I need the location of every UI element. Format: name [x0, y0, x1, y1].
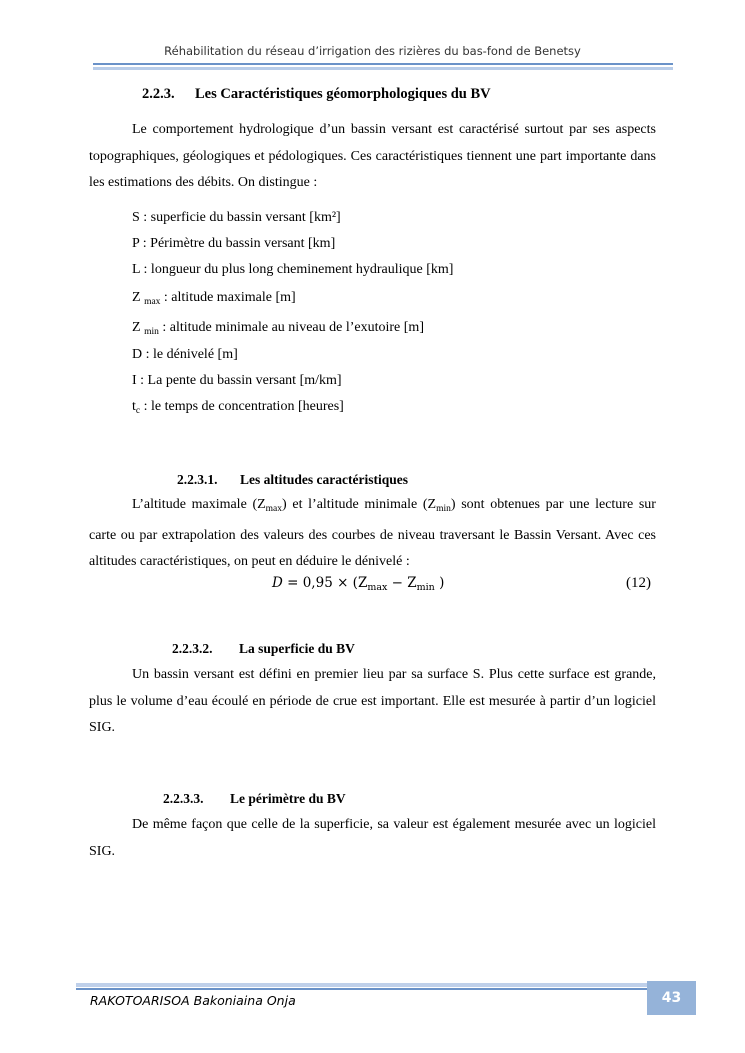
header-rule — [93, 63, 673, 65]
footer-rule-line — [76, 988, 648, 990]
subsection-heading-superficie: 2.2.3.2. La superficie du BV — [172, 641, 355, 656]
list-item: Z $_{max}$ : altitude maximale [m] — [132, 290, 296, 307]
section-number: 2.2.3. — [142, 86, 175, 102]
page-number: 43 — [647, 981, 696, 1015]
denivele-formula: $D = 0,95 \times (Z_{max} - Z_{min}$ ) — [272, 575, 445, 593]
footer-author: RAKOTOARISOA Bakoniaina Onja — [90, 993, 296, 1008]
subsection-heading-perimetre: 2.2.3.3. Le périmètre du BV — [163, 791, 346, 806]
list-item: Z $_{min}$ : altitude minimale au niveau de l’exutoire [m] — [132, 320, 424, 337]
list-item: D : le dénivelé [m] — [132, 347, 238, 362]
running-header: Réhabilitation du réseau d’irrigation des rizières du bas-fond de Benetsy — [164, 44, 581, 58]
list-item: P : Périmètre du bassin versant [km] — [132, 236, 336, 251]
altitudes-paragraph: L’altitude maximale $(Z_{max})$ et l’altitude minimale $(Z_{min})$ sont obtenues par une lecture sur carte ou par extrapolation des valeurs des courbes de niveau traversant le Bassin Versant. Avec ces altitudes caractéristiques, on peut en déduire le dénivelé : — [89, 497, 656, 569]
header-rule-shadow — [93, 67, 673, 70]
list-item: S : superficie du bassin versant [km²] — [132, 210, 341, 225]
list-item: I : La pente du bassin versant [m/km] — [132, 373, 342, 388]
list-item: L : longueur du plus long cheminement hydraulique [km] — [132, 262, 454, 277]
list-item: $t_c$ : le temps de concentration [heures] — [132, 399, 344, 416]
footer-rule — [76, 983, 648, 987]
section-heading — [142, 86, 491, 103]
intro-paragraph: Le comportement hydrologique d’un bassin versant est caractérisé surtout par ses aspects topographiques, géologiques et pédologiques. Ces caractéristiques tiennent une part importante dans les estimations des débits. On distingue : — [89, 122, 656, 190]
section-title: Les Caractéristiques géomorphologiques du BV — [195, 86, 491, 102]
superficie-paragraph: Un bassin versant est défini en premier lieu par sa surface S. Plus cette surface est grande, plus le volume d’eau écoulé en période de crue est important. Elle est mesurée à partir d’un logiciel SIG. — [89, 667, 656, 735]
subsection-heading-altitudes: 2.2.3.1. Les altitudes caractéristiques — [177, 472, 408, 487]
equation-number: (12) — [626, 575, 651, 591]
perimetre-paragraph: De même façon que celle de la superficie, sa valeur est également mesurée avec un logiciel SIG. — [89, 817, 656, 859]
